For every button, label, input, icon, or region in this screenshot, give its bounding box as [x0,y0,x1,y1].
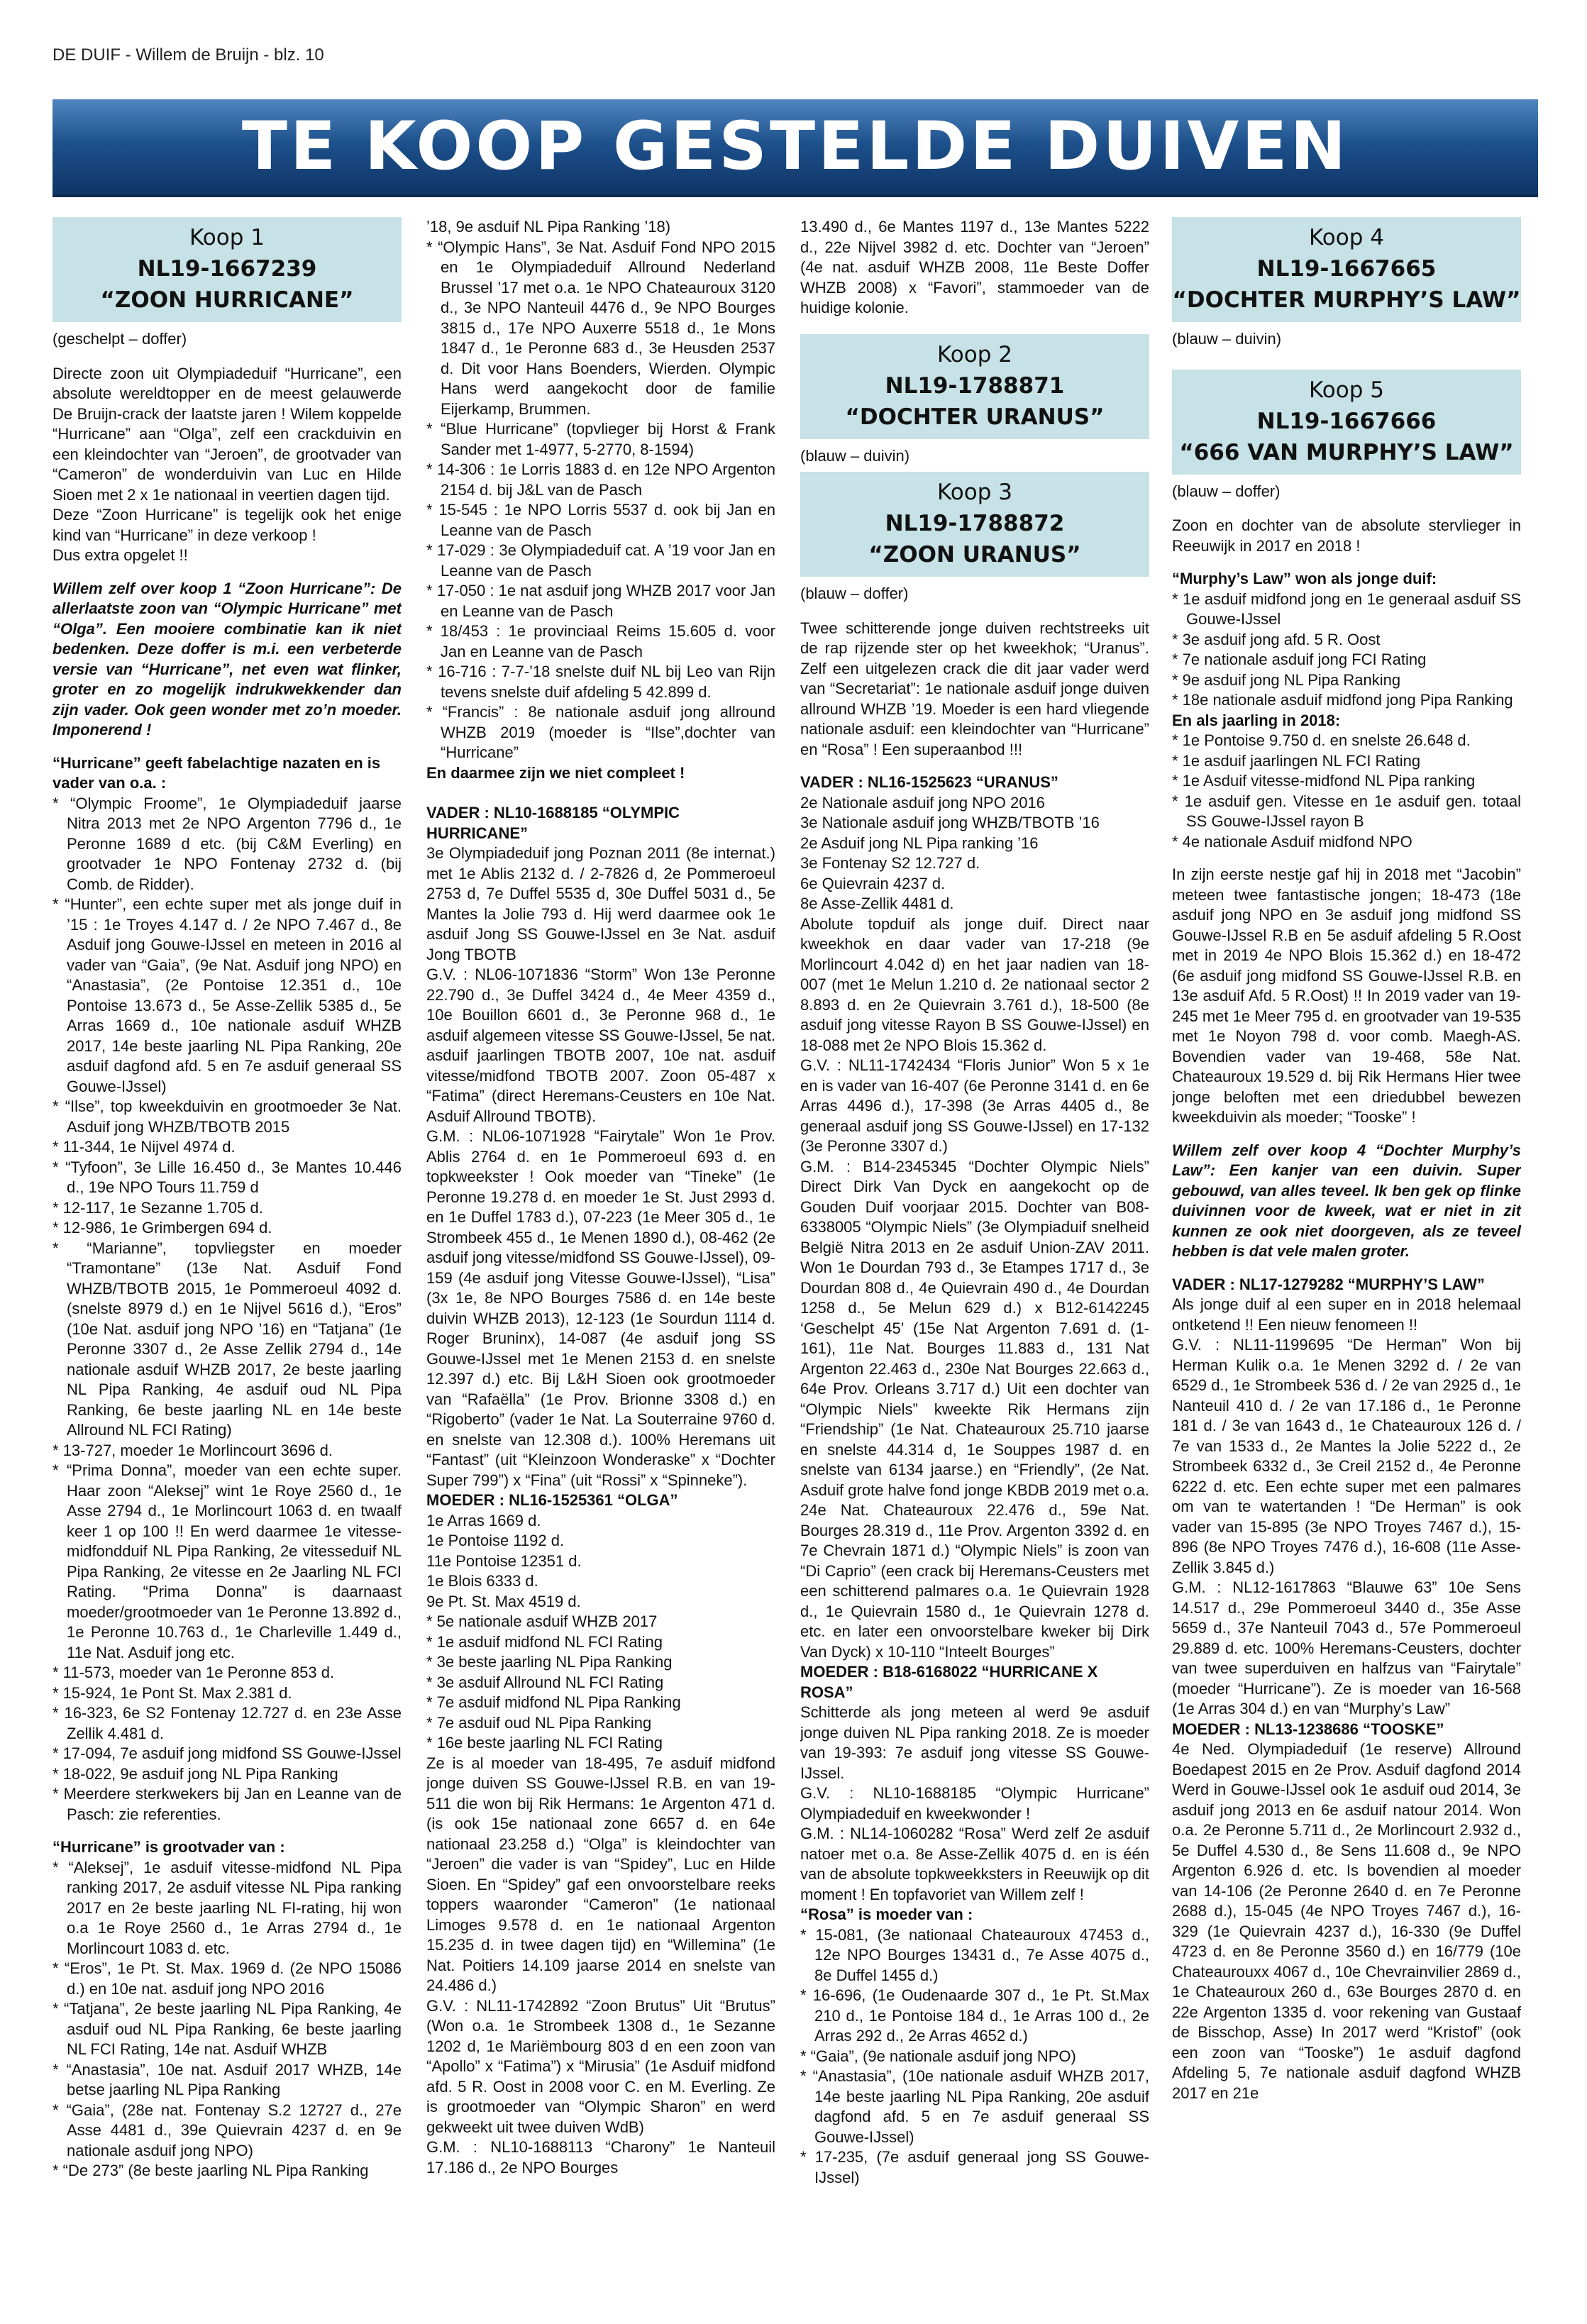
list-item: 2e Nationale asduif jong NPO 2016 [800,793,1045,812]
list-item: * 16-696, (1e Oudenaarde 307 d., 1e Pt. St.Max 210 d., 1e Pontoise 184 d., 1e Arras 100 d., 2e Arras 292 d., 2e Arras 4652 d.) [800,1986,1149,2044]
pigeon-meta: (blauw – duivin) [800,446,910,465]
list-item: 1e Pontoise 1192 d. [426,1532,565,1549]
list-item: * “Gaia”, (28e nat. Fontenay S.2 12727 d., 27e Asse 4481 d., 39e Quievrain 4237 d. en 9e nationale asduif jong NPO) [52,2101,402,2159]
sire-text: 3e Olympiadeduif jong Poznan 2011 (8e internat.) met 1e Ablis 2132 d. / 2-7826 d, 2e Pommeroeul 2753 d, 7e Duffel 5535 d, 30e Duffel 5031 d., 5e Mantes la Jolie 793 d. Hij werd daarmee ook 1e asduif Jong SS Gouwe-IJssel en 3e Nat. asduif Jong TBOTB [426,844,775,963]
young-results-heading: “Murphy’s Law” won als jonge duif: [1172,570,1437,587]
list-item: * 1e asduif gen. Vitesse en 1e asduif gen. totaal SS Gouwe-IJssel rayon B [1172,792,1521,830]
rosa-list [800,1925,1149,2189]
list-item: 3e Fontenay S2 12.727 d. [800,854,980,872]
grandsire-text: G.V. : NL11-1742434 “Floris Junior” Won 5 x 1e en is vader van 16-407 (6e Peronne 3141 d. en 6e Arras 4496 d.), 17-398 (3e Arras 4405 d., 8e generaal asduif jong SS Gouwe-IJssel) en 17-132 (3e Peronne 3307 d.) [800,1056,1149,1155]
list-item: 9e Pt. St. Max 4519 d. [426,1592,581,1610]
column-2 [426,217,775,2303]
list-item: * “Ilse”, top kweekduivin en grootmoeder 3e Nat. Asduif jong WHZB/TBOTB 2015 [52,1097,402,1136]
granddam-text: G.M. : NL06-1071928 “Fairytale” Won 1e Prov. Ablis 2764 d. en 1e Pommeroeul 693 d. en topkweekster ! Ook moeder van “Tineke” (1e Peronne 19.278 d. en moeder 1e St. Just 2993 d. en 1e Duffel 1783 d.), 07-223 (1e Meer 305 d., 1e Strombeek 455 d., 1e Menen 1890 d.), 08-462 (2e asduif jong vitesse/midfond SS Gouwe-IJssel), 09-159 (4e asduif jong Vitesse Gouwe-IJssel), “Lisa” (3x 1e, 8e NPO Bourges 7586 d. en 14e beste duivin WHZB 2013), 12-123 (1e Sourdun 1114 d. Roger Bruninx), 14-087 (4e asduif jong SS Gouwe-IJssel met 1e Menen 2153 d. en snelste 12.397 d.) etc. Bij L&H Sioen ook grootmoeder van “Rafaëlla” (1e Prov. Brionne 3308 d.) en “Rigoberto” (vader 1e Nat. La Souterraine 9760 d. en snelste van 12.308 d.). 100% Heremans uit “Fantast” (uit “Kleinzoon Wonderaske” x “Dochter Super 799”) x “Fina” (uit “Rossi” x “Spinneke”). [426,1127,775,1489]
list-item: * 1e Asduif vitesse-midfond NL Pipa ranking [1172,772,1476,790]
closing-line: En daarmee zijn we niet compleet ! [426,763,685,782]
ring-number: NL19-1667239 [137,256,317,282]
list-item: * “Olympic Hans”, 3e Nat. Asduif Fond NPO 2015 en 1e Olympiadeduif Allround Nederland Brussel ’17 met o.a. 1e NPO Chateauroux 3120 d., 3e NPO Nanteuil 4476 d., 9e NPO Bourges 3815 d., 17e NPO Auxerre 5518 d., 1e Mons 1847 d., 1e Peronne 683 d., 3e Heusden 2537 d. Dit voor Hans Boenders, Wierden. Olympic Hans werd aangekocht door de familie Eijerkamp, Brummen. [426,238,775,418]
yearling-heading: En als jaarling in 2018: [1172,711,1341,729]
description-text: Deze “Zoon Hurricane” is tegelijk ook het enige kind van “Hurricane” in deze verkoop ! [52,506,402,544]
koop-2-box [800,334,1149,439]
sire-heading: VADER : NL17-1279282 “MURPHY’S LAW” [1172,1275,1485,1293]
list-item: * 18e nationale asduif midfond jong Pipa Ranking [1172,691,1513,709]
list-item: * 13-727, moeder 1e Morlincourt 3696 d. [52,1441,333,1459]
koop-1-box [52,217,402,322]
list-item: * 1e asduif midfond NL FCI Rating [426,1632,663,1651]
breeder-quote: Willem zelf over koop 1 “Zoon Hurricane”: De allerlaatste zoon van “Olympic Hurricane” met “Olga”. Een mooiere combinatie kan ik niet bedenken. Deze doffer is m.i. een verbeterde versie van “Hurricane”, net even wat flinker, groter en zo mogelijk indrukwekkender dan zijn vader. Ook geen wonder met zo’n moeder. Imponerend ! [52,579,402,738]
grandsire-text: G.V. : NL11-1742892 “Zoon Brutus” Uit “Brutus” (Won o.a. 1e Strombeek 1308 d., 1e Sezanne 1202 d, 1e Mariëmbourg 803 d en een zoon van “Apollo” x “Fatima”) x “Mirusia” (1e Asduif midfond afd. 5 R. Oost in 2008 voor C. en M. Everling. Ze is grootmoeder van “Olympic Sharon” en werd gekweekt uit twee duiven WdB) [426,1996,775,2136]
grandsire-heading: “Hurricane” is grootvader van : [52,1838,285,1856]
list-item: 11e Pontoise 12351 d. [426,1551,582,1570]
list-item: * 9e asduif jong NL Pipa Ranking [1172,670,1401,689]
list-item: * “Olympic Froome”, 1e Olympiadeduif jaarse Nitra 2013 met 2e NPO Argenton 7796 d., 1e Peronne 1689 d etc. (bij C&M Everling) en grootvader 1e NPO Fontenay 2732 d. (bij Comb. de Ridder). [52,794,402,893]
list-item: 1e Arras 1669 d. [426,1511,541,1529]
pigeon-name: “ZOON URANUS” [868,542,1081,568]
granddam-text: G.M. : B14-2345345 “Dochter Olympic Niels” Direct Dirk Van Dyck en aangekocht op de Gouden Duif voorjaar 2015. Dochter van B08-6338005 “Olympic Niels” (3e Olympiaduif snelheid België Nitra 2013 en 2e asduif Union-ZAV 2011. Won 1e Dourdan 793 d., 3e Etampes 1717 d., 3e Dourdan 808 d., 4e Quievrain 490 d., 4e Dourdan 1258 d., 5e Melun 629 d.) x B12-6142245 ‘Geschelpt 45’ (15e Nat Argenton 7.691 d. (1-161), 11e Nat. Bourges 11.883 d., 131 Nat Argenton 22.463 d., 230e Nat Bourges 22.663 d., 64e Prov. Orleans 3.717 d.) Uit een dochter van “Olympic Niels” kweekte Rik Hermans zijn “Friendship” (1e Nat. Chateauroux 25.710 jaarse en snelste 44.314 d, 1e Souppes 1987 d. en snelste van 6134 jaarse.) en “Friendly”, (2e Nat. Asduif grote halve fond jonge KBDB 2019 met o.a. 24e Nat. Chateauroux 22.476 d., 59e Nat. Bourges 28.319 d., 11e Prov. Argenton 3392 d. en 7e Chevrain 1871 d.) “Olympic Niels” is zoon van “Di Caprio” (een crack bij Heremans-Ceusters met een schitterend palmares o.a. 1e Quievrain 1928 d., 1e Quievrain 1580 d., 1e Quievrain 1278 d. etc. en later een onvoorstelbare kweker bij Dirk Van Dyck) x 10-110 “Inteelt Bourges” [800,1157,1149,1661]
ring-number: NL19-1667665 [1256,256,1437,282]
pigeon-name: “DOCHTER MURPHY’S LAW” [1172,287,1521,313]
granddam-text: G.M. : NL10-1688113 “Charony” 1e Nanteuil 17.186 d., 2e NPO Bourges [426,2138,775,2176]
pigeon-meta: (blauw – doffer) [800,585,909,602]
sire-text: Als jonge duif al een super en in 2018 helemaal ontketend !! Een nieuw fenomeen !! [1172,1295,1521,1334]
offspring-list [52,794,402,1825]
list-item: * “De 273” (8e beste jaarling NL Pipa Ranking [52,2162,369,2179]
koop-number: Koop 5 [1309,377,1384,403]
list-item: * “Aleksej”, 1e asduif vitesse-midfond NL Pipa ranking 2017, 2e asduif vitesse NL Pipa ranking 2017 en 2e beste jaarling NL FI-rating, hij won o.a 1e Roye 2560 d., 1e Arras 2794 d., 1e Morlincourt 1083 d. etc. [52,1858,402,1957]
list-item: * 7e asduif midfond NL Pipa Ranking [426,1693,681,1711]
description: Twee schitterende jonge duiven rechtstreeks uit de rap rijzende ster op het kweekhok; “Uranus”. Zelf een uitgelezen crack die dit jaar vader werd van “Secretariat”: 1e nationale asduif jonge duiven allround WHZB ’19. Moeder is een hard vliegende nationale asduif: een kleindochter van “Hurricane” en “Rosa” ! Een superaanbod !!! [800,619,1149,758]
pigeon-meta: (blauw – duivin) [1172,330,1282,348]
ring-number: NL19-1667666 [1256,408,1437,434]
title-banner [52,99,1538,197]
list-item: * 17-029 : 3e Olympiadeduif cat. A ’19 voor Jan en Leanne van de Pasch [426,541,775,580]
list-item: * 17-235, (7e asduif generaal jong SS Gouwe-IJssel) [800,2148,1149,2186]
list-item: 1e Blois 6333 d. [426,1572,538,1590]
grandsire-text: G.V. : NL10-1688185 “Olympic Hurricane” Olympiadeduif en kweekwonder ! [800,1784,1149,1822]
list-item: * 15-545 : 1e NPO Lorris 5537 d. ook bij Jan en Leanne van de Pasch [426,501,775,539]
granddam-text: G.M. : NL12-1617863 “Blauwe 63” 10e Sens 14.517 d., 29e Pommeroeul 3440 d., 35e Asse 5659 d., 37e Nanteuil 7043 d., 57e Pommeroeul 29.889 d. etc. 100% Heremans-Ceusters, dochter van twee superduiven en halfzus van “Fairytale” (moeder “Hurricane”). Ze is moeder van 16-568 (1e Arras 304 d.) en van “Murphy’s Law” [1172,1578,1521,1717]
list-item: * “Tyfoon”, 3e Lille 16.450 d., 3e Mantes 10.446 d., 19e NPO Tours 11.759 d [52,1158,402,1196]
koop-number: Koop 3 [937,480,1012,505]
list-item: * 3e beste jaarling NL Pipa Ranking [426,1653,673,1671]
list-item: * “Anastasia”, (10e nationale asduif WHZB 2017, 14e beste jaarling NL Pipa Ranking, 20e asduif dagfond afd. 5 en 7e asduif generaal SS Gouwe-IJssel) [800,2067,1149,2146]
sire-heading: VADER : NL16-1525623 “URANUS” [800,773,1058,791]
list-item: * 11-573, moeder van 1e Peronne 853 d. [52,1664,335,1681]
list-item: ’18, 9e asduif NL Pipa Ranking ’18) [426,218,671,236]
dam-text: Ze is al moeder van 18-495, 7e asduif midfond jonge duiven SS Gouwe-IJssel R.B. en van 19-511 die won bij Rik Hermans: 1e Argenton 471 d. (is ook 15e nationaal zone 6657 d. en 64e nationaal 23.258 d.) “Olga” is kleindochter van “Jeroen” die vader is van “Spidey”, Luc en Hilde Sioen. En “Spidey” gaf een onvoorstelbare reeks toppers waaronder “Cameron” (1e nationaal Limoges 9.578 d. en 1e nationaal Argenton 15.235 d. in twee dagen tijd) en “Willemina” (1e Nat. Poitiers 14.109 jaarse 2014 en snelste van 24.486 d.) [426,1754,775,1994]
list-item: * 3e asduif jong afd. 5 R. Oost [1172,630,1381,648]
list-item: * 16e beste jaarling NL FCI Rating [426,1734,663,1752]
dam-text: 4e Ned. Olympiadeduif (1e reserve) Allround Boedapest 2015 en 2e Prov. Asduif dagfond 2014 Werd in Gouwe-IJssel ook 1e asduif oud 2014, 3e asduif jong 2013 en 6e asduif natour 2014. Won o.a. 2e Peronne 5.711 d., 2e Morlincourt 2.932 d., 5e Duffel 4.530 d., 8e Sens 11.608 d., 9e NPO Argenton 6.926 d. etc. Is bovendien al moeder van 14-106 (2e Peronne 2640 d. en 7e Peronne 2688 d.), 15-045 (4e NPO Troyes 7467 d.), 16-329 (1e Quievrain 4237 d.), 16-330 (9e Duffel 4723 d. en 8e Peronne 3560 d.) en 16/779 (10e Chateaurouxx 4067 d., 10e Chevrainvilier 2869 d., 1e Chateauroux 260 d., 63e Bourges 2870 d. en 22e Argenton 1335 d. voor rekening van Gustaaf de Bisschop, Asse) In 2017 werd “Kristof” (ook een zoon van “Tooske”) 1e asduif dagfond Afdeling 5, 7e nationale asduif dagfond WHZB 2017 en 21e [1172,1740,1521,2102]
list-item: * Meerdere sterkwekers bij Jan en Leanne van de Pasch: zie referenties. [52,1785,402,1823]
dam-heading: MOEDER : NL13-1238686 “TOOSKE” [1172,1720,1444,1738]
sire-text: Abolute topduif als jonge duif. Direct naar kweekhok en daar vader van 17-218 (9e Morlincourt 4.042 d) en het jaar nadien van 18-007 (met 1e Melun 1.210 d. 2e nationaal sector 2 8.893 d. en 2e Quievrain 3.761 d.), 18-500 (8e asduif jong vitesse Rayon B SS Gouwe-IJssel) en 18-088 met 2e NPO Blois 15.362 d. [800,914,1149,1054]
koop-3-box [800,472,1149,577]
page-title: TE KOOP GESTELDE DUIVEN [241,108,1349,185]
pigeon-meta: (blauw – doffer) [1172,482,1281,500]
list-item: * “Eros”, 1e Pt. St. Max. 1969 d. (2e NPO 15086 d.) en 10e nat. asduif jong NPO 2016 [52,1959,402,1998]
young-results-list [1172,590,1521,711]
list-item: 3e Nationale asduif jong WHZB/TBOTB ’16 [800,814,1100,831]
ring-number: NL19-1788872 [885,511,1065,536]
pigeon-name: “666 VAN MURPHY’S LAW” [1179,439,1514,465]
list-item: * 1e asduif midfond jong en 1e generaal asduif SS Gouwe-IJssel [1172,590,1521,628]
koop-number: Koop 4 [1309,225,1384,250]
pigeon-name: “DOCHTER URANUS” [845,404,1105,430]
dam-heading: MOEDER : B18-6168022 “HURRICANE X ROSA” [800,1663,1098,1701]
list-item: 6e Quievrain 4237 d. [800,874,946,892]
pigeon-name: “ZOON HURRICANE” [100,287,354,313]
koop-5-box [1172,370,1521,475]
list-item: * 1e asduif jaarlingen NL FCI Rating [1172,751,1421,770]
list-item: 2e Asduif jong NL Pipa ranking ’16 [800,834,1039,852]
breeder-quote: Willem zelf over koop 4 “Dochter Murphy’s Law”: Een kanjer van een duivin. Super gebouwd, van alles teveel. Ik ben gek op flinke duivinnen voor de kweek, wat er niet in zit kunnen ze ook niet doorgeven, als ze teveel hebben is dat vele malen groter. [1172,1141,1521,1260]
list-item: 8e Asse-Zellik 4481 d. [800,895,954,912]
list-item: * 15-081, (3e nationaal Chateauroux 47453 d., 12e NPO Bourges 13431 d., 7e Asse 4075 d., 8e Duffel 1455 d.) [800,1925,1149,1984]
koop-number: Koop 1 [189,225,265,250]
list-item: * 1e Pontoise 9.750 d. en snelste 26.648 d. [1172,731,1471,749]
yearling-list [1172,731,1521,852]
sire-results [800,793,1149,914]
list-item: * 18-022, 9e asduif jong NL Pipa Ranking [52,1764,338,1783]
list-item: * 15-924, 1e Pont St. Max 2.381 d. [52,1683,292,1702]
dam-results [426,1511,775,1754]
rosa-heading: “Rosa” is moeder van : [800,1905,973,1923]
description: Zoon en dochter van de absolute stervlieger in Reeuwijk in 2017 en 2018 ! [1172,516,1521,555]
list-item: * “Blue Hurricane” (topvlieger bij Horst & Frank Sander met 1-4977, 5-2770, 8-1594) [426,420,775,458]
list-item: * “Prima Donna”, moeder van een echte super. Haar zoon “Aleksej” wint 1e Roye 2560 d., 1e Asse 2794 d., 1e Morlincourt 1063 d. en twaalf keer 1 op 100 !! En werd daarmee 1e vitesse-midfondduif NL Pipa Ranking, 2e vitesseduif NL Pipa Ranking, 2e vitesse en 2e Jaarling NL FCI Rating. “Prima Donna” is daarnaast moeder/grootmoeder van 1e Peronne 13.892 d., 1e Peronne 10.763 d., 1e Charleville 1.449 d., 11e Nat. Asduif jong etc. [52,1461,402,1661]
list-item: * 16-323, 6e S2 Fontenay 12.727 d. en 23e Asse Zellik 4.481 d. [52,1704,402,1742]
grandsire-list [52,1858,402,2181]
list-item: * 3e asduif Allround NL FCI Rating [426,1673,664,1691]
list-item: * 7e nationale asduif jong FCI Rating [1172,651,1427,668]
running-head: DE DUIF - Willem de Bruijn - blz. 10 [52,45,324,65]
dam-text: Schitterde als jong meteen al werd 9e asduif jonge duiven NL Pipa ranking 2018. Ze is moeder van 19-393: 7e asduif jong vitesse SS Gouwe-IJssel. [800,1703,1149,1782]
offspring-heading: “Hurricane” geeft fabelachtige nazaten en is vader van o.a. : [52,753,381,792]
sire-heading: VADER : NL10-1688185 “OLYMPIC HURRICANE” [426,804,680,842]
list-item: * “Gaia”, (9e nationale asduif jong NPO) [800,2047,1076,2065]
list-item: * “Anastasia”, 10e nat. Asduif 2017 WHZB, 14e betse jaarling NL Pipa Ranking [52,2060,402,2098]
grandsire-text: G.V. : NL11-1199695 “De Herman” Won bij Herman Kulik o.a. 1e Menen 3292 d. / 2e van 6529 d., 1e Strombeek 536 d. / 2e van 2925 d., 1e Nanteuil 410 d. / 2e van 17.186 d., 1e Peronne 181 d. / 3e van 1643 d., 1e Chateauroux 126 d. / 7e van 1533 d., 2e Mantes la Jolie 5222 d., 2e Strombeek 6332 d., 3e Creil 2152 d., 4e Peronne 6222 d. etc. Een echte super met een palmares om van te watertanden ! “De Herman” is ook vader van 15-895 (3e NPO Troyes 7467 d.), 15-896 (8e NPO Troyes 7476 d.), 16-608 (11e Asse-Zellik 3.845 d.) [1172,1336,1521,1576]
granddam-text: G.M. : NL14-1060282 “Rosa” Werd zelf 2e asduif natoer met o.a. 8e Asse-Zellik 4075 d. en is één van de absolute topkweekksters in Reeuwijk op dit moment ! En topfavoriet van Willem zelf ! [800,1825,1149,1903]
list-item: * 4e nationale Asduif midfond NPO [1172,832,1412,851]
list-item: * 14-306 : 1e Lorris 1883 d. en 12e NPO Argenton 2154 d. bij J&L van de Pasch [426,460,775,499]
continued-text: 13.490 d., 6e Mantes 1197 d., 13e Mantes 5222 d., 22e Nijvel 3982 d. etc. Dochter van “Jeroen” (4e nat. asduif WHZB 2008, 11e Beste Doffer WHZB 2008) x “Favori”, stammoeder van de huidige kolonie. [800,218,1149,316]
description-text: Dus extra opgelet !! [52,546,188,564]
column-3 [800,217,1149,2303]
list-item: * “Marianne”, topvliegster en moeder “Tramontane” (13e Nat. Asduif Fond WHZB/TBOTB 2015, 1e Pommeroeul 4092 d. (snelste 8979 d.) en 1e Nijvel 5616 d.), “Eros” (10e Nat. asduif jong NPO ’16) en “Tatjana” (1e Peronne 3307 d., 2e Asse Zellik 2794 d., 14e nationale asduif WHZB 2017, 2e beste jaarling NL Pipa Ranking, 4e asduif oud NL Pipa Ranking, 6e beste jaarling NL en 14e beste Allround NL FCI Rating) [52,1239,402,1439]
list-item: * 17-094, 7e asduif jong midfond SS Gouwe-IJssel [52,1744,402,1762]
list-item: * 16-716 : 7-7-’18 snelste duif NL bij Leo van Rijn tevens snelste duif afdeling 5 42.899 d. [426,663,775,701]
grandsire-text: G.V. : NL06-1071836 “Storm” Won 13e Peronne 22.790 d., 3e Duffel 3424 d., 4e Meer 4359 d., 10e Bouillon 6601 d., 3e Peronne 968 d., 1e asduif algemeen vitesse SS Gouwe-IJssel, 5e nat. asduif jaarlingen TBOTB 2007, 10e nat. asduif vitesse/midfond TBOTB 2007. Zoon 05-487 x “Fatima” (direct Heremans-Ceusters en 10e Nat. Asduif Allround TBOTB). [426,965,775,1125]
offspring-text: In zijn eerste nestje gaf hij in 2018 met “Jacobin” meteen twee fantastische jongen; 18-473 (18e asduif jong NPO en 3e asduif jong midfond SS Gouwe-IJssel R.B en 5e asduif afdeling 5 R.Oost met in 2019 4e NPO Blois 15.362 d.) en 18-472 (6e asduif jong midfond SS Gouwe-IJssel R.B. en 13e asduif Afd. 5 R.Oost) !! In 2019 vader van 19-245 met 1e Meer 795 d. en grootvader van 19-535 met 1e Noyon 798 d. voor comb. Maegh-AS. Bovendien vader van 19-468, 58e Nat. Chateauroux 19.529 d. bij Rik Hermans Hier twee jonge beloften met een driedubbel bewezen kweekduivin als moeder; “Tooske” ! [1172,865,1521,1126]
list-item: * 11-344, 1e Nijvel 4974 d. [52,1138,236,1156]
koop-4-box [1172,217,1521,322]
list-item: * “Tatjana”, 2e beste jaarling NL Pipa Ranking, 4e asduif oud NL Pipa Ranking, 6e beste jaarling NL FCI Rating, 14e nat. Asduif WHZB [52,2000,402,2058]
column-4 [1172,217,1521,2303]
list-item: * 17-050 : 1e nat asduif jong WHZB 2017 voor Jan en Leanne van de Pasch [426,582,775,620]
description [52,364,402,566]
list-item: * 5e nationale asduif WHZB 2017 [426,1612,658,1630]
list-item: * 12-117, 1e Sezanne 1.705 d. [52,1198,263,1217]
list-item: * 7e asduif oud NL Pipa Ranking [426,1713,652,1732]
pigeon-meta: (geschelpt – doffer) [52,330,187,348]
list-item: * “Hunter”, een echte super met als jonge duif in ’15 : 1e Troyes 4.147 d. / 2e NPO 7.467 d., 8e Asduif jong Gouwe-IJssel en meteen in 2016 al vader van “Gaia”, (9e Nat. Asduif jong NPO) en “Anastasia”, (2e Pontoise 12.351 d., 10e Pontoise 13.673 d., 5e Asse-Zellik 5385 d., 5e Arras 1669 d., 10e nationale asduif WHZB 2017, 14e beste jaarling NL Pipa Ranking, 20e asduif dagfond afd. 5 en 7e asduif generaal SS Gouwe-IJssel) [52,895,402,1095]
column-1 [52,217,402,2303]
dam-heading: MOEDER : NL16-1525361 “OLGA” [426,1491,678,1509]
ring-number: NL19-1788871 [885,372,1065,399]
list-item: * 18/453 : 1e provinciaal Reims 15.605 d. voor Jan en Leanne van de Pasch [426,622,775,660]
continued-list [426,217,775,763]
list-item: * 12-986, 1e Grimbergen 694 d. [52,1219,272,1236]
koop-number: Koop 2 [937,341,1012,367]
description-text: Directe zoon uit Olympiadeduif “Hurricane”, een absolute wereldtopper en de meest gelauwerde De Bruijn-crack der laatste jaren ! Wilem koppelde “Hurricane” aan “Olga”, zelf een crackduivin en een kleindochter van “Jeroen”, de grootvader van “Cameron” de wonderduivin van Luc en Hilde Sioen met 2 x 1e nationaal in veertien dagen tijd. [52,364,402,504]
list-item: * “Francis” : 8e nationale asduif jong allround WHZB 2019 (moeder is “Ilse”,dochter van “Hurricane” [426,703,775,761]
